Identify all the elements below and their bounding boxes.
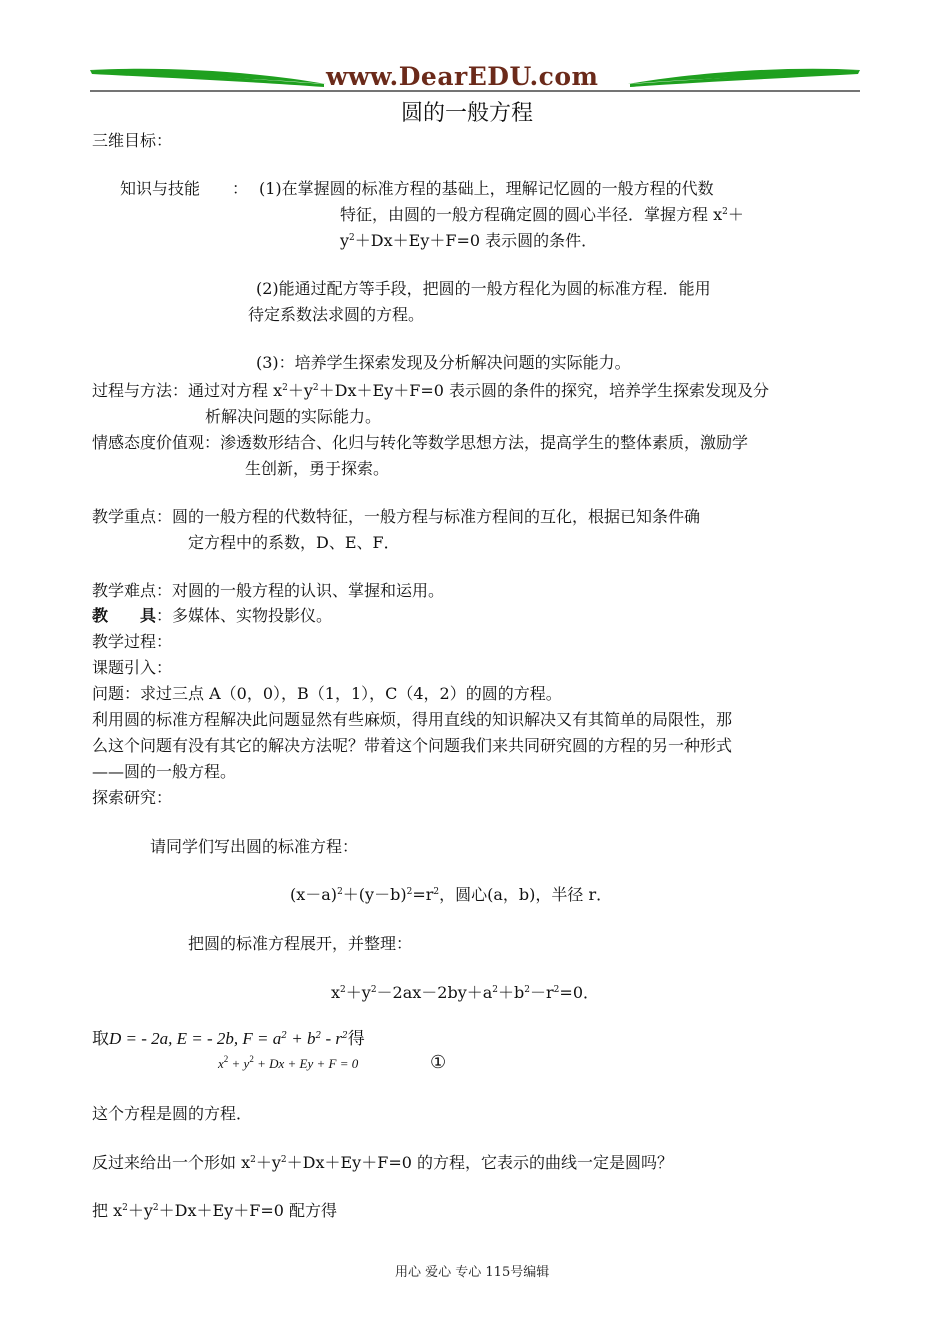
tools-line: 教 具：多媒体、实物投影仪。 bbox=[92, 606, 333, 625]
converse-question: 反过来给出一个形如 $x^2+y^2+Dx+Ey+F=0$ 的方程，它表示的曲线一定是圆吗？ bbox=[92, 1153, 673, 1172]
explore-heading: 探索研究： bbox=[92, 788, 173, 807]
general-equation: $x^2 + y^2 + Dx + Ey + F = 0$ bbox=[218, 1054, 359, 1071]
key-points-line2: 定方程中的系数，D、E、F． bbox=[188, 533, 400, 552]
substitution-line: 取D = - 2a, E = - 2b, $F = a^2 + b^2 - r^2$得 bbox=[92, 1029, 365, 1049]
knowledge-item2-line1: (2)能通过配方等手段，把圆的一般方程化为圆的标准方程．能用 bbox=[256, 279, 711, 298]
goals-heading: 三维目标： bbox=[92, 131, 173, 150]
difficulty-line: 教学难点：对圆的一般方程的认识、掌握和运用。 bbox=[92, 581, 445, 600]
knowledge-item3: (3)：培养学生探索发现及分析解决问题的实际能力。 bbox=[256, 353, 631, 372]
question-line: 问题：求过三点 A（0，0），B（1，1），C（4，2）的圆的方程。 bbox=[92, 684, 562, 703]
site-logo-text: www.DearEDU.com bbox=[326, 62, 599, 91]
knowledge-item1-line3: $y^2+Dx+Ey+F=0$ 表示圆的条件． bbox=[340, 231, 598, 250]
this-equation-line: 这个方程是圆的方程． bbox=[92, 1104, 253, 1123]
paragraph-line2: 么这个问题有没有其它的解决方法呢？带着这个问题我们来共同研究圆的方程的另一种形式 bbox=[92, 736, 733, 755]
process-heading: 教学过程： bbox=[92, 632, 173, 651]
ask-standard-equation: 请同学们写出圆的标准方程： bbox=[150, 837, 359, 856]
emotion-line2: 生创新，勇于探索。 bbox=[245, 459, 390, 478]
knowledge-label: 知识与技能 bbox=[120, 179, 201, 198]
emotion-line1: 情感态度价值观：渗透数形结合、化归与转化等数学思想方法，提高学生的整体素质，激励学 bbox=[92, 433, 749, 452]
paragraph-line1: 利用圆的标准方程解决此问题显然有些麻烦，得用直线的知识解决又有其简单的局限性，那 bbox=[92, 710, 733, 729]
tools-label: 教 具 bbox=[92, 606, 157, 625]
equation-label-1: ① bbox=[430, 1052, 447, 1073]
complete-square-line: 把 $x^2+y^2+Dx+Ey+F=0$ 配方得 bbox=[92, 1201, 337, 1220]
knowledge-item1-line2: 特征，由圆的一般方程确定圆的圆心半径．掌握方程 $x^2+$ bbox=[340, 205, 744, 224]
header-banner bbox=[88, 62, 862, 96]
knowledge-item2-line2: 待定系数法求圆的方程。 bbox=[248, 305, 425, 324]
intro-heading: 课题引入： bbox=[92, 658, 173, 677]
knowledge-item1-line1: (1)在掌握圆的标准方程的基础上，理解记忆圆的一般方程的代数 bbox=[259, 179, 714, 198]
knowledge-colon: ： bbox=[232, 179, 249, 198]
page-title: 圆的一般方程 bbox=[401, 101, 534, 126]
expand-instruction: 把圆的标准方程展开，并整理： bbox=[188, 934, 413, 953]
process-methods-line2: 析解决问题的实际能力。 bbox=[205, 407, 382, 426]
expanded-equation: $x^2+y^2-2ax-2by+a^2+b^2-r^2=0$． bbox=[331, 983, 599, 1002]
key-points-line1: 教学重点：圆的一般方程的代数特征，一般方程与标准方程间的互化，根据已知条件确 bbox=[92, 507, 701, 526]
page-footer: 用心 爱心 专心 115号编辑 bbox=[395, 1265, 550, 1280]
process-methods-line1: 过程与方法：通过对方程 $x^2+y^2+Dx+Ey+F=0$ 表示圆的条件的探究，培养学生探索发现及分 bbox=[92, 381, 769, 400]
right-swoosh bbox=[628, 69, 860, 84]
paragraph-line3: ——圆的一般方程。 bbox=[92, 762, 237, 781]
standard-equation: $(x-a)^2+(y-b)^2=r^2$，圆心(a，b)，半径 r． bbox=[290, 885, 613, 904]
